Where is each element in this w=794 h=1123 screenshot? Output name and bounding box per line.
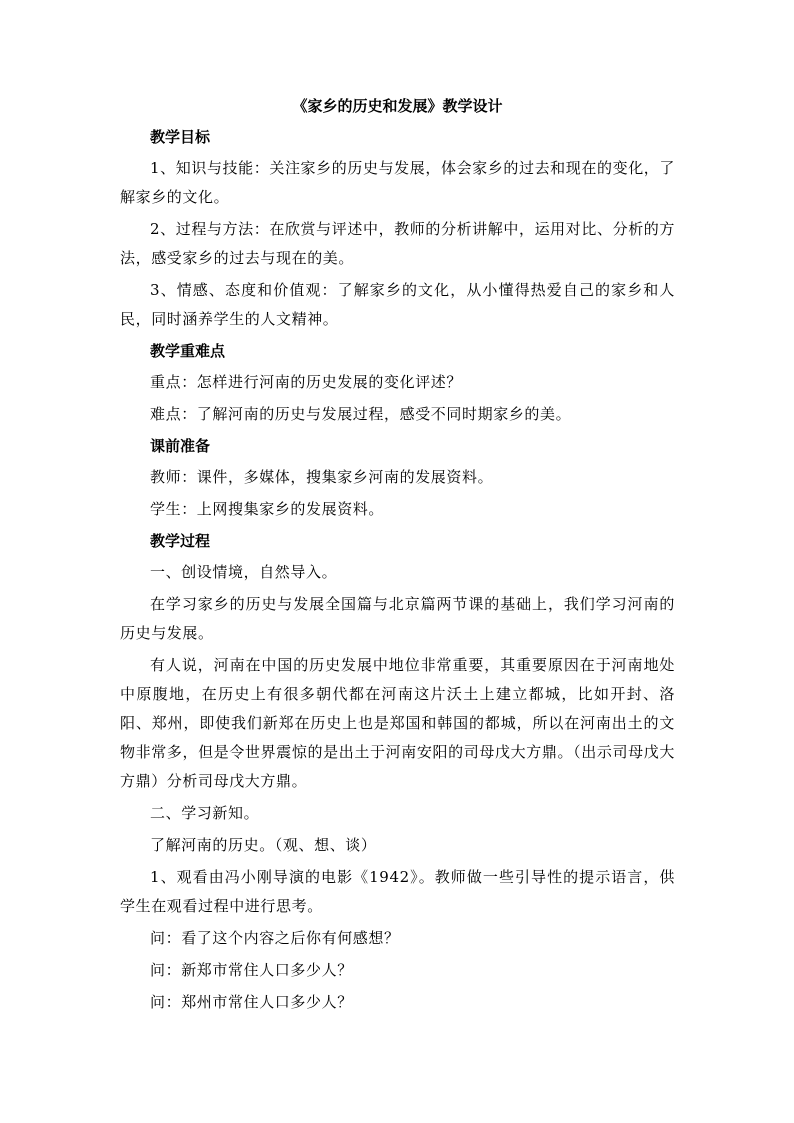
paragraph-knowledge-skills: 1、知识与技能：关注家乡的历史与发展，体会家乡的过去和现在的变化，了解家乡的文化。	[120, 159, 675, 206]
document-title: 《家乡的历史和发展》教学设计	[292, 97, 503, 115]
section-heading-process: 教学过程	[150, 532, 211, 550]
paragraph-learn-history: 了解河南的历史。（观、想、谈）	[150, 836, 377, 854]
section-heading-objectives: 教学目标	[150, 128, 211, 146]
paragraph-student-prep: 学生：上网搜集家乡的发展资料。	[150, 500, 385, 518]
paragraph-question-feelings: 问：看了这个内容之后你有何感想？	[150, 929, 400, 947]
paragraph-process-methods: 2、过程与方法：在欣赏与评述中，教师的分析讲解中，运用对比、分析的方法，感受家乡的过去与现在的美。	[120, 220, 675, 267]
section-heading-preparation: 课前准备	[150, 437, 211, 455]
paragraph-emotion-values: 3、情感、态度和价值观：了解家乡的文化，从小懂得热爱自己的家乡和人民，同时涵养学生的人文精神。	[120, 281, 675, 328]
document-body	[120, 92, 675, 1020]
paragraph-henan-history: 有人说，河南在中国的历史发展中地位非常重要，其重要原因在于河南地处中原腹地，在历史上有很多朝代都在河南这片沃土上建立都城，比如开封、洛阳、郑州，即使我们新郑在历史上也是郑国和韩国的都城，所以在河南出土的文物非常多，但是令世界震惊的是出土于河南安阳的司母戊大方鼎。（出示司母戊大方鼎）分析司母戊大方鼎。	[120, 656, 675, 790]
paragraph-question-xinzheng: 问：新郑市常住人口多少人？	[150, 961, 353, 979]
paragraph-difficult-point: 难点：了解河南的历史与发展过程，感受不同时期家乡的美。	[150, 405, 572, 423]
paragraph-key-point: 重点：怎样进行河南的历史发展的变化评述？	[150, 373, 463, 391]
paragraph-watch-film: 1、观看由冯小刚导演的电影《1942》。教师做一些引导性的提示语言，供学生在观看过程中进行思考。	[120, 868, 675, 915]
paragraph-teacher-prep: 教师：课件，多媒体，搜集家乡河南的发展资料。	[150, 468, 494, 486]
paragraph-step-two: 二、学习新知。	[150, 804, 260, 822]
paragraph-question-zhengzhou: 问：郑州市常住人口多少人？	[150, 993, 353, 1011]
paragraph-intro: 在学习家乡的历史与发展全国篇与北京篇两节课的基础上，我们学习河南的历史与发展。	[120, 595, 675, 642]
paragraph-step-one: 一、创设情境，自然导入。	[150, 563, 338, 581]
section-heading-key-points: 教学重难点	[150, 342, 226, 360]
